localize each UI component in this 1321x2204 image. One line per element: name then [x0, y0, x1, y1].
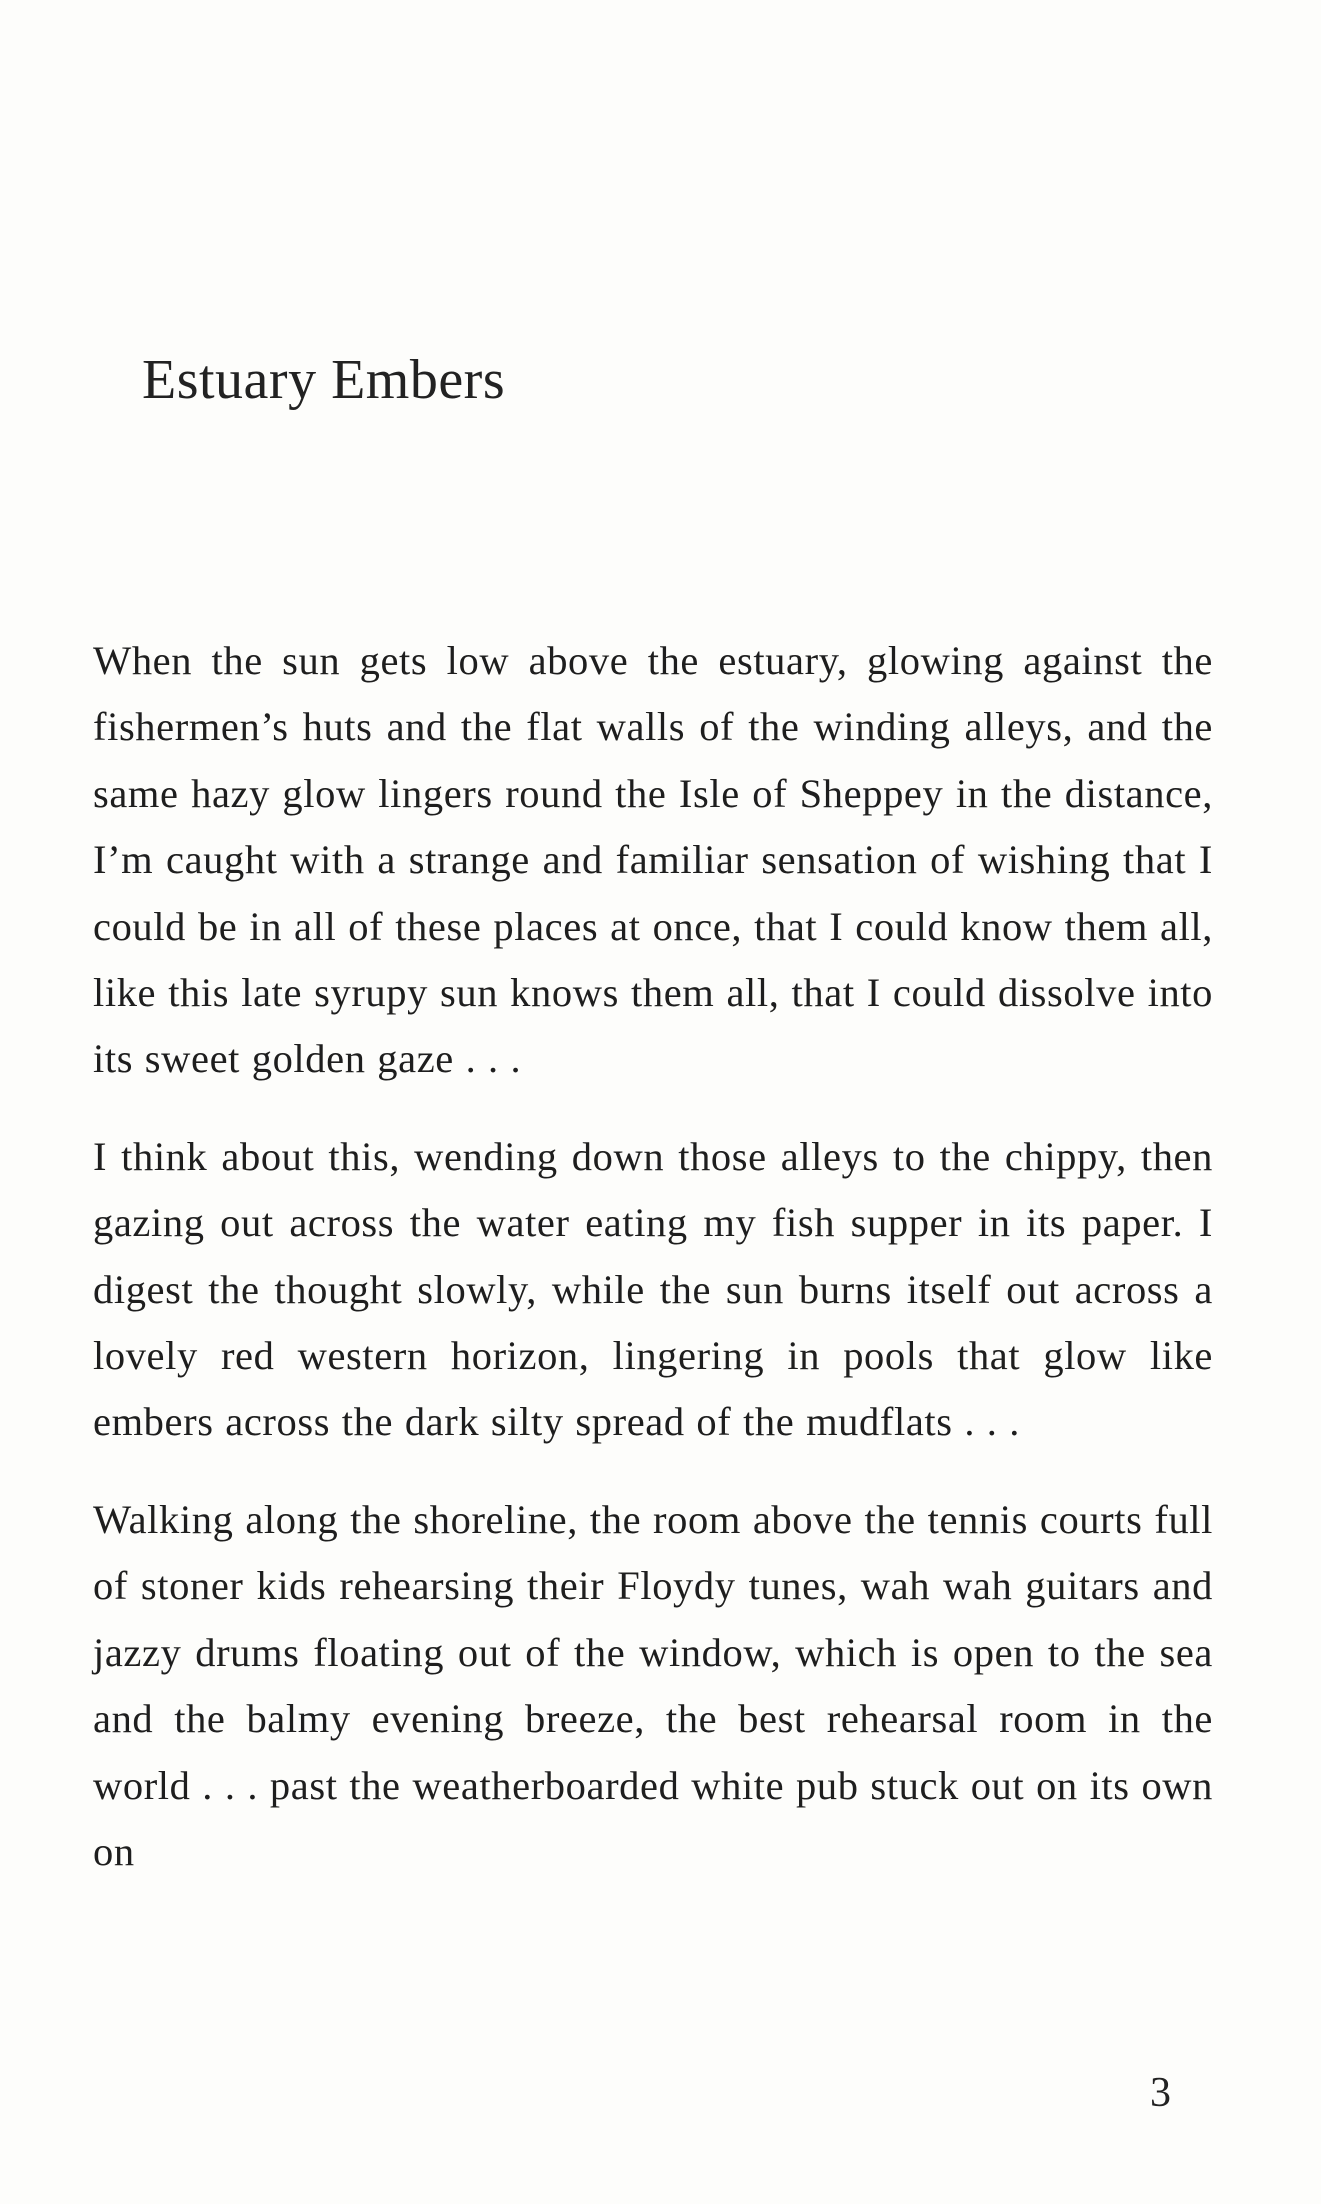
page-number: 3: [1150, 2070, 1171, 2116]
paragraph-2: I think about this, wending down those alleys to the chippy, then gazing out across the water eating my fish supper in its paper. I digest the thought slowly, while the sun burns itself out across a lovely red western horizon, lingering in pools that glow like embers across the dark silty spread of the mudflats . . .: [93, 1133, 1213, 1445]
chapter-title: Estuary Embers: [142, 349, 506, 411]
paragraph-3: Walking along the shoreline, the room above the tennis courts full of stoner kids rehearsing their Floydy tunes, wah wah guitars and jazzy drums floating out of the window, which is open to the sea and the balmy evening breeze, the best rehearsal room in the world . . . past the weatherboarded white pub stuck out on its own on: [93, 1496, 1213, 1874]
body-text: [93, 628, 1213, 1916]
paragraph-1: When the sun gets low above the estuary, glowing against the fishermen’s huts and the flat walls of the winding alleys, and the same hazy glow lingers round the Isle of Sheppey in the distance, I’m caught with a strange and familiar sensation of wishing that I could be in all of these places at once, that I could know them all, like this late syrupy sun knows them all, that I could dissolve into its sweet golden gaze . . .: [93, 638, 1213, 1082]
